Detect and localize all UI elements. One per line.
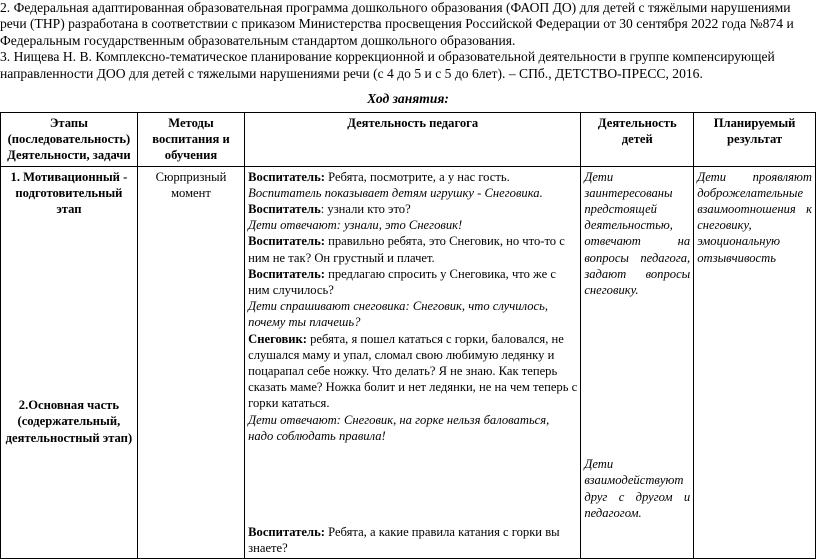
- header-teacher: Деятельность педагога: [245, 113, 581, 167]
- children-activity-2: Дети взаимодействуют друг с другом и педагогом.: [584, 457, 691, 520]
- reference-2: 2. Федеральная адаптированная образовательная программа дошкольного образования (ФАОП ДО) для детей с тяжёлыми нарушениями речи (ТНР) разработана в соответствии с приказом Министерства просвещения Российской Федерации от 30 сентября 2022 года №874 и Федеральным государственным образовательным стандартом дошкольного образования.: [0, 0, 794, 48]
- stage-main: 2.Основная часть (содержательный, деятельностный этап): [5, 398, 133, 445]
- method-surprise: Сюрпризный момент: [155, 169, 227, 200]
- result-cell: [694, 166, 816, 559]
- children-cell: [581, 166, 694, 559]
- header-stages: Этапы (последовательность) Деятельности, задачи: [1, 113, 138, 167]
- methods-cell: [137, 166, 244, 559]
- teacher-line: Дети отвечают: Снеговик, на горке нельзя баловаться, надо соблюдать правила!: [248, 412, 550, 443]
- teacher-line: Снеговик: ребята, я пошел кататься с горки, баловался, не слушался маму и упал, сломал свою любимую ледянку и поцарапал себе ножку. Что делать? Я не знаю. Как теперь сказать маме? Ножка болит и нет ледянки, не на чем теперь с горки кататься.: [248, 331, 578, 411]
- header-result: Планируемый результат: [694, 113, 816, 167]
- teacher-line: Дети отвечают: узнали, это Снеговик!: [248, 218, 463, 233]
- teacher-cell: [245, 166, 581, 559]
- references-block: [0, 0, 816, 82]
- teacher-line: Дети спрашивают снеговика: Снеговик, что случилось, почему ты плачешь?: [248, 299, 548, 330]
- reference-3: 3. Нищева Н. В. Комплексно-тематическое планирование коррекционной и образовательной деятельности в группе компенсирующей направленности ДОО для детей с тяжелыми нарушениями речи (с 4 до 5 и с 5 до 6лет). – СПб., ДЕТСТВО-ПРЕСС, 2016.: [0, 49, 775, 81]
- stages-cell: [1, 166, 138, 559]
- header-children: Деятельность детей: [581, 113, 694, 167]
- lesson-table: [0, 112, 816, 559]
- lesson-heading: Ход занятия:: [367, 91, 449, 106]
- teacher-line: Воспитатель: Ребята, посмотрите, а у нас гость.: [248, 169, 510, 184]
- table-header-row: [1, 113, 816, 167]
- header-methods: Методы воспитания и обучения: [137, 113, 244, 167]
- table-row: [1, 166, 816, 559]
- children-activity-1: Дети заинтересованы предстоящей деятельностью, отвечают на вопросы педагога, задают вопросы снеговику.: [584, 169, 691, 298]
- planned-result-1: Дети проявляют доброжелательные взаимоотношения к снеговику, эмоциональную отзывчивость: [697, 169, 812, 265]
- stage-motivational: 1. Мотивационный - подготовительный этап: [10, 169, 128, 217]
- teacher-line: Воспитатель показывает детям игрушку - Снеговика.: [248, 185, 543, 200]
- teacher-line: Воспитатель: предлагаю спросить у Снеговика, что же с ним случилось?: [248, 266, 556, 298]
- teacher-line: Воспитатель: правильно ребята, это Снеговик, но что-то с ним не так? Он грустный и плачет.: [248, 234, 565, 265]
- teacher-line: Воспитатель: Ребята, а какие правила катания с горки вы знаете?: [248, 525, 560, 556]
- teacher-line: Воспитатель: узнали кто это?: [248, 202, 411, 217]
